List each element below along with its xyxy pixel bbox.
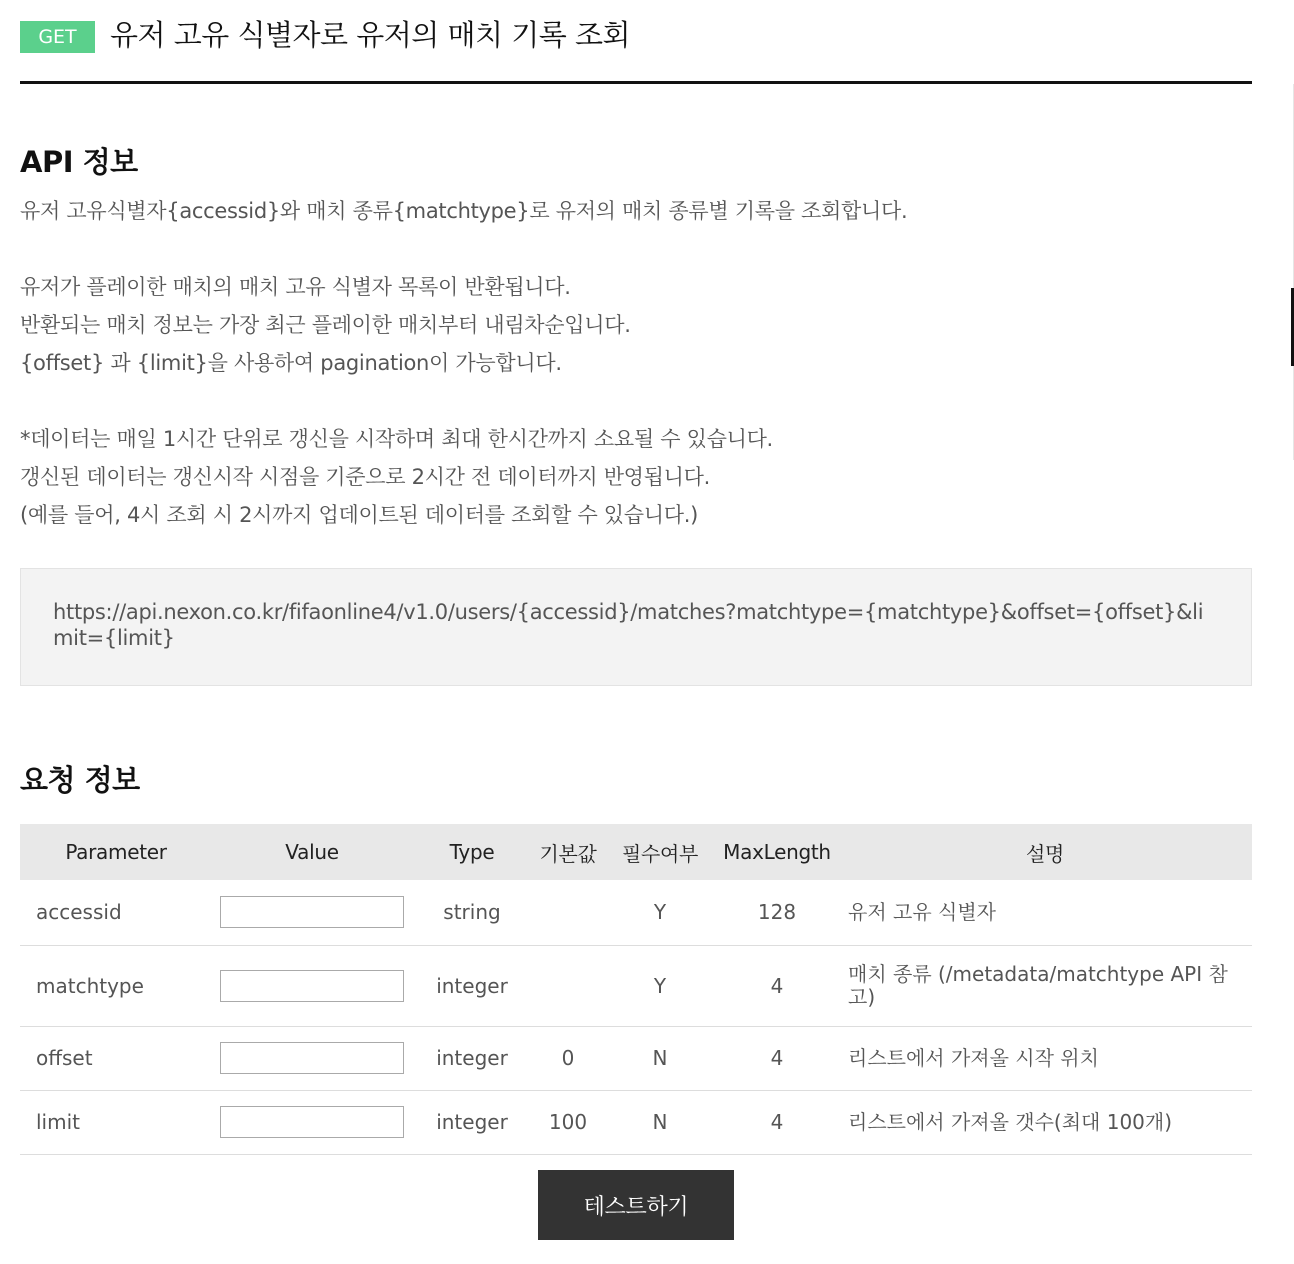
param-name: limit <box>20 1090 212 1154</box>
api-title: 유저 고유 식별자로 유저의 매치 기록 조회 <box>110 18 631 52</box>
table-row <box>20 1090 1252 1154</box>
param-required: N <box>604 1090 716 1154</box>
http-method-badge: GET <box>20 21 95 53</box>
api-header <box>20 0 1252 84</box>
parameter-table <box>20 824 1252 1155</box>
column-header-maxlength: MaxLength <box>716 824 838 880</box>
param-maxlength: 4 <box>716 945 838 1026</box>
matchtype-input[interactable] <box>220 970 404 1002</box>
description-line: 유저가 플레이한 매치의 매치 고유 식별자 목록이 반환됩니다. <box>20 275 571 299</box>
param-maxlength: 4 <box>716 1090 838 1154</box>
column-header-description: 설명 <box>838 824 1252 880</box>
api-doc-page <box>20 0 1252 1220</box>
endpoint-url-box: https://api.nexon.co.kr/fifaonline4/v1.0/users/{accessid}/matches?matchtype={matchtype}&offset={offset}&limit={limit} <box>20 568 1252 686</box>
param-maxlength: 4 <box>716 1026 838 1090</box>
table-header-row <box>20 824 1252 880</box>
request-info-heading: 요청 정보 <box>20 763 140 797</box>
param-type: integer <box>412 1090 532 1154</box>
description-line: 갱신된 데이터는 갱신시작 시점을 기준으로 2시간 전 데이터까지 반영됩니다. <box>20 465 711 489</box>
param-required: N <box>604 1026 716 1090</box>
limit-input[interactable] <box>220 1106 404 1138</box>
api-info-heading: API 정보 <box>20 145 138 179</box>
param-default: 0 <box>532 1026 604 1090</box>
table-row <box>20 1026 1252 1090</box>
accessid-input[interactable] <box>220 896 404 928</box>
param-default: 100 <box>532 1090 604 1154</box>
param-required: Y <box>604 945 716 1026</box>
param-name: matchtype <box>20 945 212 1026</box>
description-line: {offset} 과 {limit}을 사용하여 pagination이 가능합니다. <box>20 351 562 375</box>
description-line: 유저 고유식별자{accessid}와 매치 종류{matchtype}로 유저의 매치 종류별 기록을 조회합니다. <box>20 199 908 223</box>
param-required: Y <box>604 880 716 945</box>
column-header-parameter: Parameter <box>20 824 212 880</box>
param-description: 리스트에서 가져올 갯수(최대 100개) <box>838 1090 1252 1154</box>
api-description <box>20 192 1252 534</box>
param-type: integer <box>412 945 532 1026</box>
param-description: 리스트에서 가져올 시작 위치 <box>838 1026 1252 1090</box>
column-header-value: Value <box>212 824 412 880</box>
table-row <box>20 880 1252 945</box>
column-header-required: 필수여부 <box>604 824 716 880</box>
param-name: offset <box>20 1026 212 1090</box>
description-line: 반환되는 매치 정보는 가장 최근 플레이한 매치부터 내림차순입니다. <box>20 313 631 337</box>
param-description: 매치 종류 (/metadata/matchtype API 참고) <box>838 945 1252 1026</box>
column-header-type: Type <box>412 824 532 880</box>
param-name: accessid <box>20 880 212 945</box>
column-header-default: 기본값 <box>532 824 604 880</box>
param-type: integer <box>412 1026 532 1090</box>
test-button[interactable]: 테스트하기 <box>538 1170 734 1240</box>
param-maxlength: 128 <box>716 880 838 945</box>
param-description: 유저 고유 식별자 <box>838 880 1252 945</box>
param-default <box>532 945 604 1026</box>
description-line: *데이터는 매일 1시간 단위로 갱신을 시작하며 최대 한시간까지 소요될 수 있습니다. <box>20 427 773 451</box>
param-type: string <box>412 880 532 945</box>
description-line: (예를 들어, 4시 조회 시 2시까지 업데이트된 데이터를 조회할 수 있습니다.) <box>20 503 699 527</box>
param-default <box>532 880 604 945</box>
table-row <box>20 945 1252 1026</box>
offset-input[interactable] <box>220 1042 404 1074</box>
